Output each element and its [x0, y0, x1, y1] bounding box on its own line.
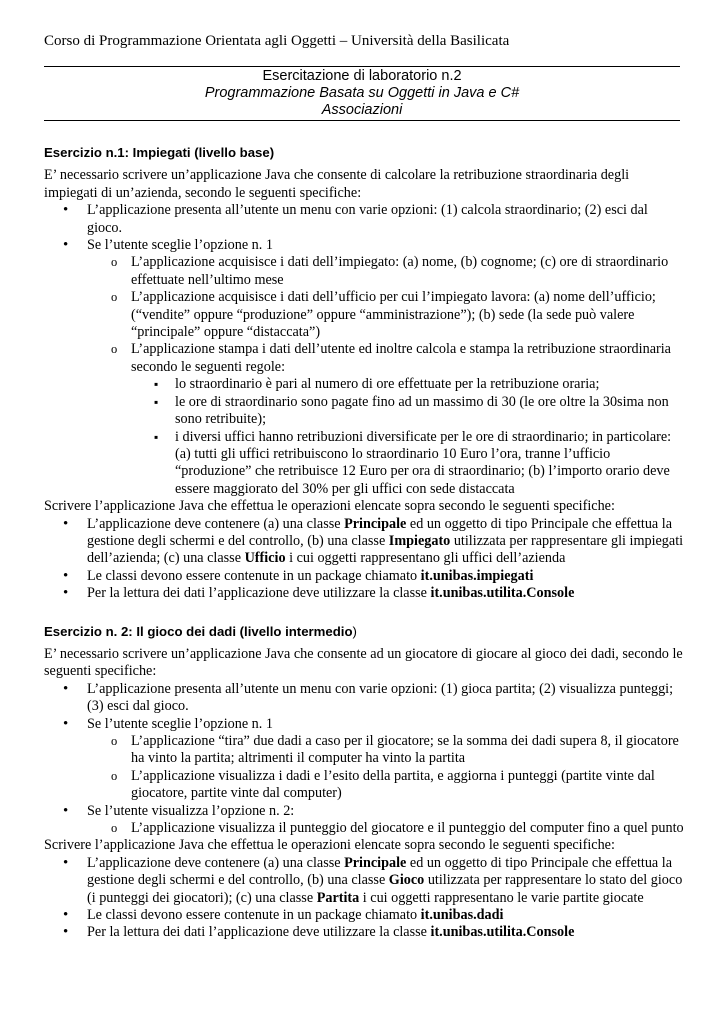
list-item: • Se l’utente sceglie l’opzione n. 1 o L’applicazione “tira” due dadi a caso per il giocatore; se la somma dei dadi supera 8, il giocatore ha vinto la partita; altrimenti il computer ha vinto la partita o L’applicazione visualizza i dadi e l’esito della partita, e aggiorna i punteggi (partite vinte dal giocatore, partite vinte dal computer): [44, 716, 684, 803]
title-block: [44, 68, 680, 119]
exercise-2-spec-intro: Scrivere l’applicazione Java che effettua le operazioni elencate sopra secondo le seguenti specifiche:: [44, 837, 615, 854]
title-line-3: Associazioni: [321, 102, 403, 118]
header-rule-bottom: [44, 120, 680, 121]
list-item: • L’applicazione presenta all’utente un menu con varie opzioni: (1) calcola straordinario; (2) esci dal gioco.: [44, 202, 684, 237]
list-item: • Le classi devono essere contenute in un package chiamato it.unibas.impiegati: [44, 568, 684, 585]
rules-list: [131, 376, 684, 498]
sub-list: [87, 254, 684, 498]
exercise-1-requirements: [44, 202, 684, 498]
list-item: • Se l’utente sceglie l’opzione n. 1 o L’applicazione acquisisce i dati dell’impiegato: (a) nome, (b) cognome; (c) ore di straordinario effettuate nell’ultimo mese o L’applicazione acquisisce i dati dell’ufficio per cui l’impiegato lavora: (a) nome dell’ufficio; (“vendite” oppure “produzione” oppure “amministrazione”); (b) sede (la sede può valere “principale” oppure “distaccata”) o L’applicazione stampa i dati dell’utente ed inoltre calcola e stampa la retribuzione straordinaria secondo le seguenti regole: ▪ lo straordinario è pari al numero di ore effettuate per la retribuzione oraria; ▪ le ore di straordinario sono pagate fino ad un massimo di 30 (le ore oltre la 30sima non sono retribuite); ▪ i diversi uffici hanno retribuzioni diversificate per le ore di straordinario; in particolare: (a) tutti gli uffici retribuiscono lo straordinario 10 Euro l’ora, tranne l’ufficio “produzione” che retribuisce 12 Euro per ora di straordinario; (b) l’importo orario deve essere maggiorato del 30% per gli uffici con sede distaccata: [44, 237, 684, 498]
exercise-2-specs: [44, 855, 684, 942]
exercise-1-specs: [44, 516, 684, 603]
sub-list-item: o L’applicazione visualizza il punteggio del giocatore e il punteggio del computer fino a quel punto: [44, 820, 684, 837]
sub-list: [87, 820, 684, 837]
list-item: • L’applicazione deve contenere (a) una classe Principale ed un oggetto di tipo Principale che effettua la gestione degli schermi e del controllo, (b) una classe Gioco utilizzata per rappresentare lo stato del gioco (i punteggi dei giocatori); (c) una classe Partita i cui oggetti rappresentano le varie partite giocate: [44, 855, 684, 907]
exercise-1-heading: Esercizio n.1: Impiegati (livello base): [44, 145, 275, 160]
exercise-1-spec-intro: Scrivere l’applicazione Java che effettua le operazioni elencate sopra secondo le seguenti specifiche:: [44, 498, 615, 515]
rule-item: ▪ lo straordinario è pari al numero di ore effettuate per la retribuzione oraria;: [44, 376, 684, 393]
list-item: • L’applicazione deve contenere (a) una classe Principale ed un oggetto di tipo Principale che effettua la gestione degli schermi e del controllo, (b) una classe Impiegato utilizzata per rappresentare gli impiegati dell’azienda; (c) una classe Ufficio i cui oggetti rappresentano gli uffici dell’azienda: [44, 516, 684, 568]
list-item: • Per la lettura dei dati l’applicazione deve utilizzare la classe it.unibas.utilita.Console: [44, 585, 684, 602]
rule-item: ▪ le ore di straordinario sono pagate fino ad un massimo di 30 (le ore oltre la 30sima non sono retribuite);: [44, 394, 684, 429]
course-header: Corso di Programmazione Orientata agli Oggetti – Università della Basilicata: [44, 33, 510, 49]
header-rule-top: [44, 66, 680, 67]
list-item: • Le classi devono essere contenute in un package chiamato it.unibas.dadi: [44, 907, 684, 924]
sub-list: [87, 733, 684, 803]
sub-list-item: o L’applicazione acquisisce i dati dell’impiegato: (a) nome, (b) cognome; (c) ore di straordinario effettuate nell’ultimo mese: [44, 254, 684, 289]
sub-list-item: o L’applicazione visualizza i dadi e l’esito della partita, e aggiorna i punteggi (partite vinte dal giocatore, partite vinte dal computer): [44, 768, 684, 803]
list-item: • Se l’utente visualizza l’opzione n. 2: o L’applicazione visualizza il punteggio del giocatore e il punteggio del computer fino a quel punto: [44, 803, 684, 838]
title-line-1: Esercitazione di laboratorio n.2: [262, 68, 462, 84]
exercise-2-heading: Esercizio n. 2: Il gioco dei dadi (livello intermedio): [44, 623, 357, 639]
exercise-2-requirements: [44, 681, 684, 838]
list-item: • Per la lettura dei dati l’applicazione deve utilizzare la classe it.unibas.utilita.Console: [44, 924, 684, 941]
sub-list-item: o L’applicazione “tira” due dadi a caso per il giocatore; se la somma dei dadi supera 8, il giocatore ha vinto la partita; altrimenti il computer ha vinto la partita: [44, 733, 684, 768]
title-line-2: Programmazione Basata su Oggetti in Java e C#: [204, 85, 520, 101]
exercise-1-intro: E’ necessario scrivere un’applicazione Java che consente di calcolare la retribuzione straordinaria degli impiegati di un’azienda, secondo le seguenti specifiche:: [44, 167, 630, 201]
rule-item: ▪ i diversi uffici hanno retribuzioni diversificate per le ore di straordinario; in particolare: (a) tutti gli uffici retribuiscono lo straordinario 10 Euro l’ora, tranne l’ufficio “produzione” che retribuisce 12 Euro per ora di straordinario; (b) l’importo orario deve essere maggiorato del 30% per gli uffici con sede distaccata: [44, 429, 684, 499]
exercise-2-intro: E’ necessario scrivere un’applicazione Java che consente ad un giocatore di giocare al gioco dei dadi, secondo le seguenti specifiche:: [44, 645, 683, 680]
document-body: [44, 144, 684, 942]
sub-list-item: o L’applicazione stampa i dati dell’utente ed inoltre calcola e stampa la retribuzione straordinaria secondo le seguenti regole: ▪ lo straordinario è pari al numero di ore effettuate per la retribuzione oraria; ▪ le ore di straordinario sono pagate fino ad un massimo di 30 (le ore oltre la 30sima non sono retribuite); ▪ i diversi uffici hanno retribuzioni diversificate per le ore di straordinario; in particolare: (a) tutti gli uffici retribuiscono lo straordinario 10 Euro l’ora, tranne l’ufficio “produzione” che retribuisce 12 Euro per ora di straordinario; (b) l’importo orario deve essere maggiorato del 30% per gli uffici con sede distaccata: [44, 341, 684, 498]
list-item: • L’applicazione presenta all’utente un menu con varie opzioni: (1) gioca partita; (2) visualizza punteggi; (3) esci dal gioco.: [44, 681, 684, 716]
sub-list-item: o L’applicazione acquisisce i dati dell’ufficio per cui l’impiegato lavora: (a) nome dell’ufficio; (“vendite” oppure “produzione” oppure “amministrazione”); (b) sede (la sede può valere “principale” oppure “distaccata”): [44, 289, 684, 341]
